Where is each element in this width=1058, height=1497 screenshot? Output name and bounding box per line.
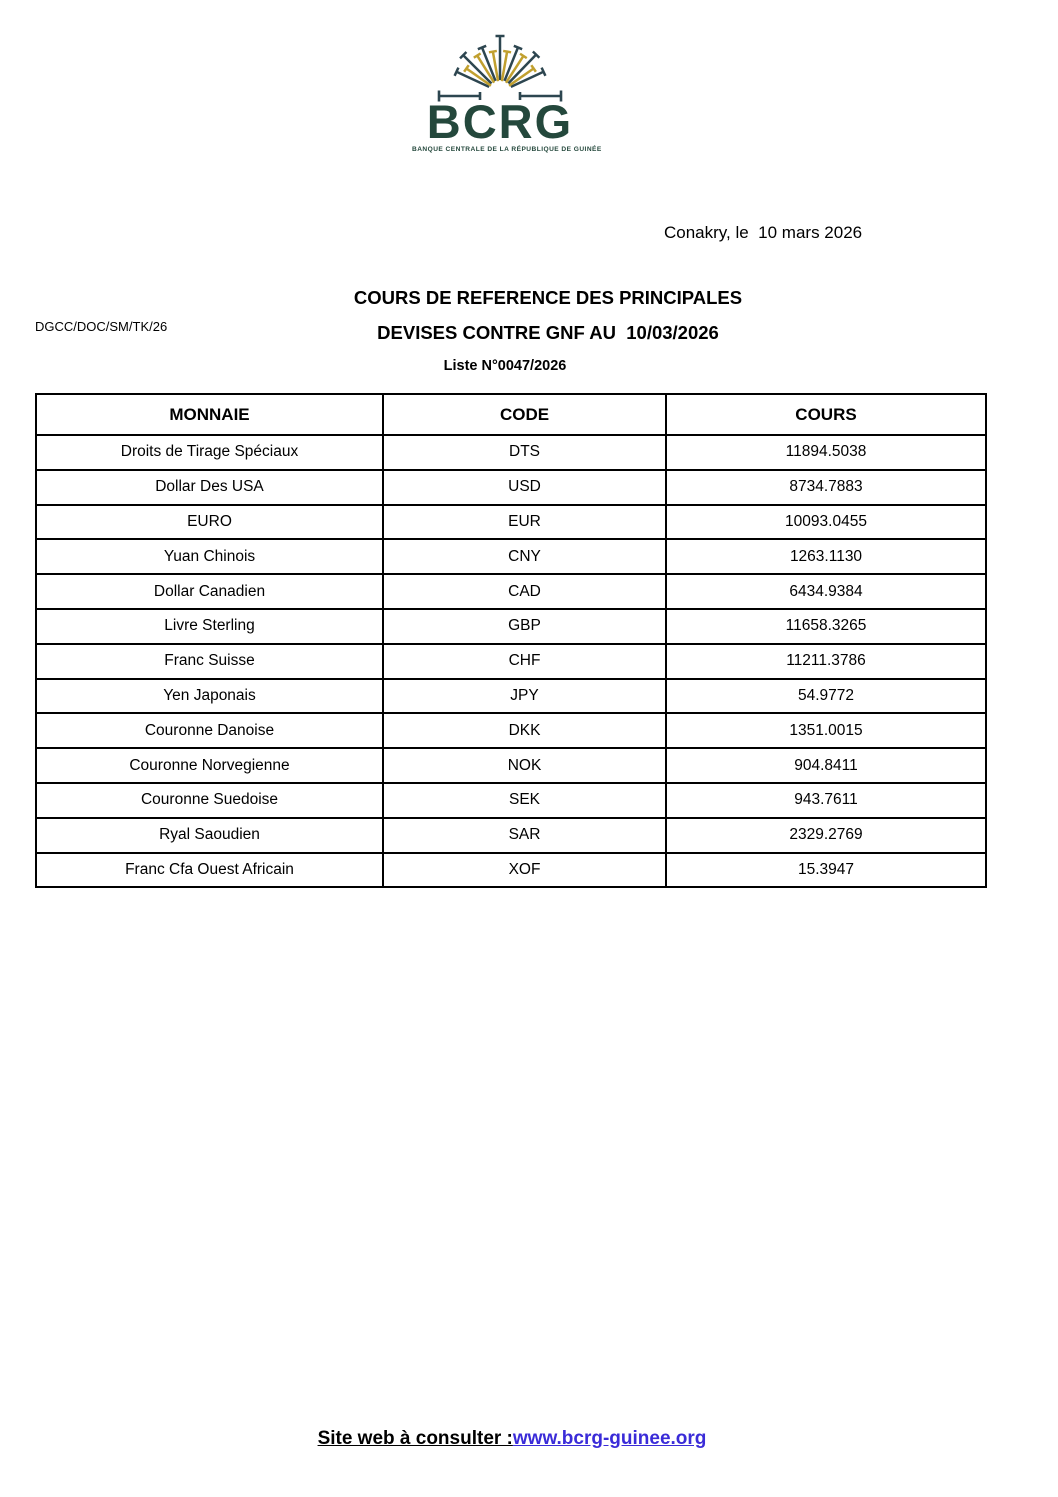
monnaie-cell: Droits de Tirage Spéciaux — [36, 435, 383, 470]
cours-cell: 15.3947 — [666, 853, 986, 888]
code-cell: USD — [383, 470, 666, 505]
monnaie-cell: Couronne Norvegienne — [36, 748, 383, 783]
code-cell: GBP — [383, 609, 666, 644]
code-cell: DKK — [383, 713, 666, 748]
exchange-rates-table — [35, 393, 987, 888]
code-cell: CNY — [383, 539, 666, 574]
table-row — [36, 470, 986, 505]
column-header-monnaie: MONNAIE — [36, 394, 383, 435]
table-row — [36, 644, 986, 679]
table-row — [36, 505, 986, 540]
code-cell: XOF — [383, 853, 666, 888]
code-cell: CHF — [383, 644, 666, 679]
footer-link[interactable]: www.bcrg-guinee.org — [512, 1428, 707, 1449]
table-row — [36, 783, 986, 818]
cours-cell: 54.9772 — [666, 679, 986, 714]
title-line-1: COURS DE REFERENCE DES PRINCIPALES — [353, 287, 743, 308]
table-row — [36, 609, 986, 644]
table-row — [36, 435, 986, 470]
cours-cell: 1263.1130 — [666, 539, 986, 574]
footer — [0, 1428, 1024, 1450]
title-block — [88, 287, 1008, 344]
code-cell: CAD — [383, 574, 666, 609]
monnaie-cell: Ryal Saoudien — [36, 818, 383, 853]
list-number: Liste N°0047/2026 — [443, 358, 567, 374]
logo-acronym: BCRG — [426, 95, 574, 148]
monnaie-cell: Livre Sterling — [36, 609, 383, 644]
column-header-code: CODE — [383, 394, 666, 435]
cours-cell: 11894.5038 — [666, 435, 986, 470]
table-row — [36, 748, 986, 783]
cours-cell: 904.8411 — [666, 748, 986, 783]
document-reference: DGCC/DOC/SM/TK/26 — [35, 319, 168, 334]
monnaie-cell: Dollar Canadien — [36, 574, 383, 609]
sunburst-rays-icon — [422, 28, 578, 102]
table-row — [36, 539, 986, 574]
column-header-cours: COURS — [666, 394, 986, 435]
monnaie-cell: Couronne Suedoise — [36, 783, 383, 818]
cours-cell: 10093.0455 — [666, 505, 986, 540]
table-row — [36, 679, 986, 714]
code-cell: EUR — [383, 505, 666, 540]
monnaie-cell: EURO — [36, 505, 383, 540]
cours-cell: 2329.2769 — [666, 818, 986, 853]
code-cell: SEK — [383, 783, 666, 818]
cours-cell: 11211.3786 — [666, 644, 986, 679]
monnaie-cell: Couronne Danoise — [36, 713, 383, 748]
monnaie-cell: Yen Japonais — [36, 679, 383, 714]
monnaie-cell: Franc Suisse — [36, 644, 383, 679]
table-row — [36, 574, 986, 609]
monnaie-cell: Franc Cfa Ouest Africain — [36, 853, 383, 888]
code-cell: JPY — [383, 679, 666, 714]
table-row — [36, 853, 986, 888]
monnaie-cell: Dollar Des USA — [36, 470, 383, 505]
cours-cell: 943.7611 — [666, 783, 986, 818]
code-cell: DTS — [383, 435, 666, 470]
code-cell: SAR — [383, 818, 666, 853]
table-row — [36, 818, 986, 853]
code-cell: NOK — [383, 748, 666, 783]
cours-cell: 8734.7883 — [666, 470, 986, 505]
footer-label: Site web à consulter : — [317, 1428, 513, 1449]
cours-cell: 6434.9384 — [666, 574, 986, 609]
bcrg-logo — [412, 28, 602, 153]
cours-cell: 1351.0015 — [666, 713, 986, 748]
cours-cell: 11658.3265 — [666, 609, 986, 644]
title-line-2: DEVISES CONTRE GNF AU 10/03/2026 — [377, 322, 719, 343]
logo-tagline: BANQUE CENTRALE DE LA RÉPUBLIQUE DE GUINÉE — [412, 145, 602, 153]
table-row — [36, 713, 986, 748]
table-header-row — [36, 394, 986, 435]
monnaie-cell: Yuan Chinois — [36, 539, 383, 574]
place-date: Conakry, le 10 mars 2026 — [664, 223, 863, 242]
